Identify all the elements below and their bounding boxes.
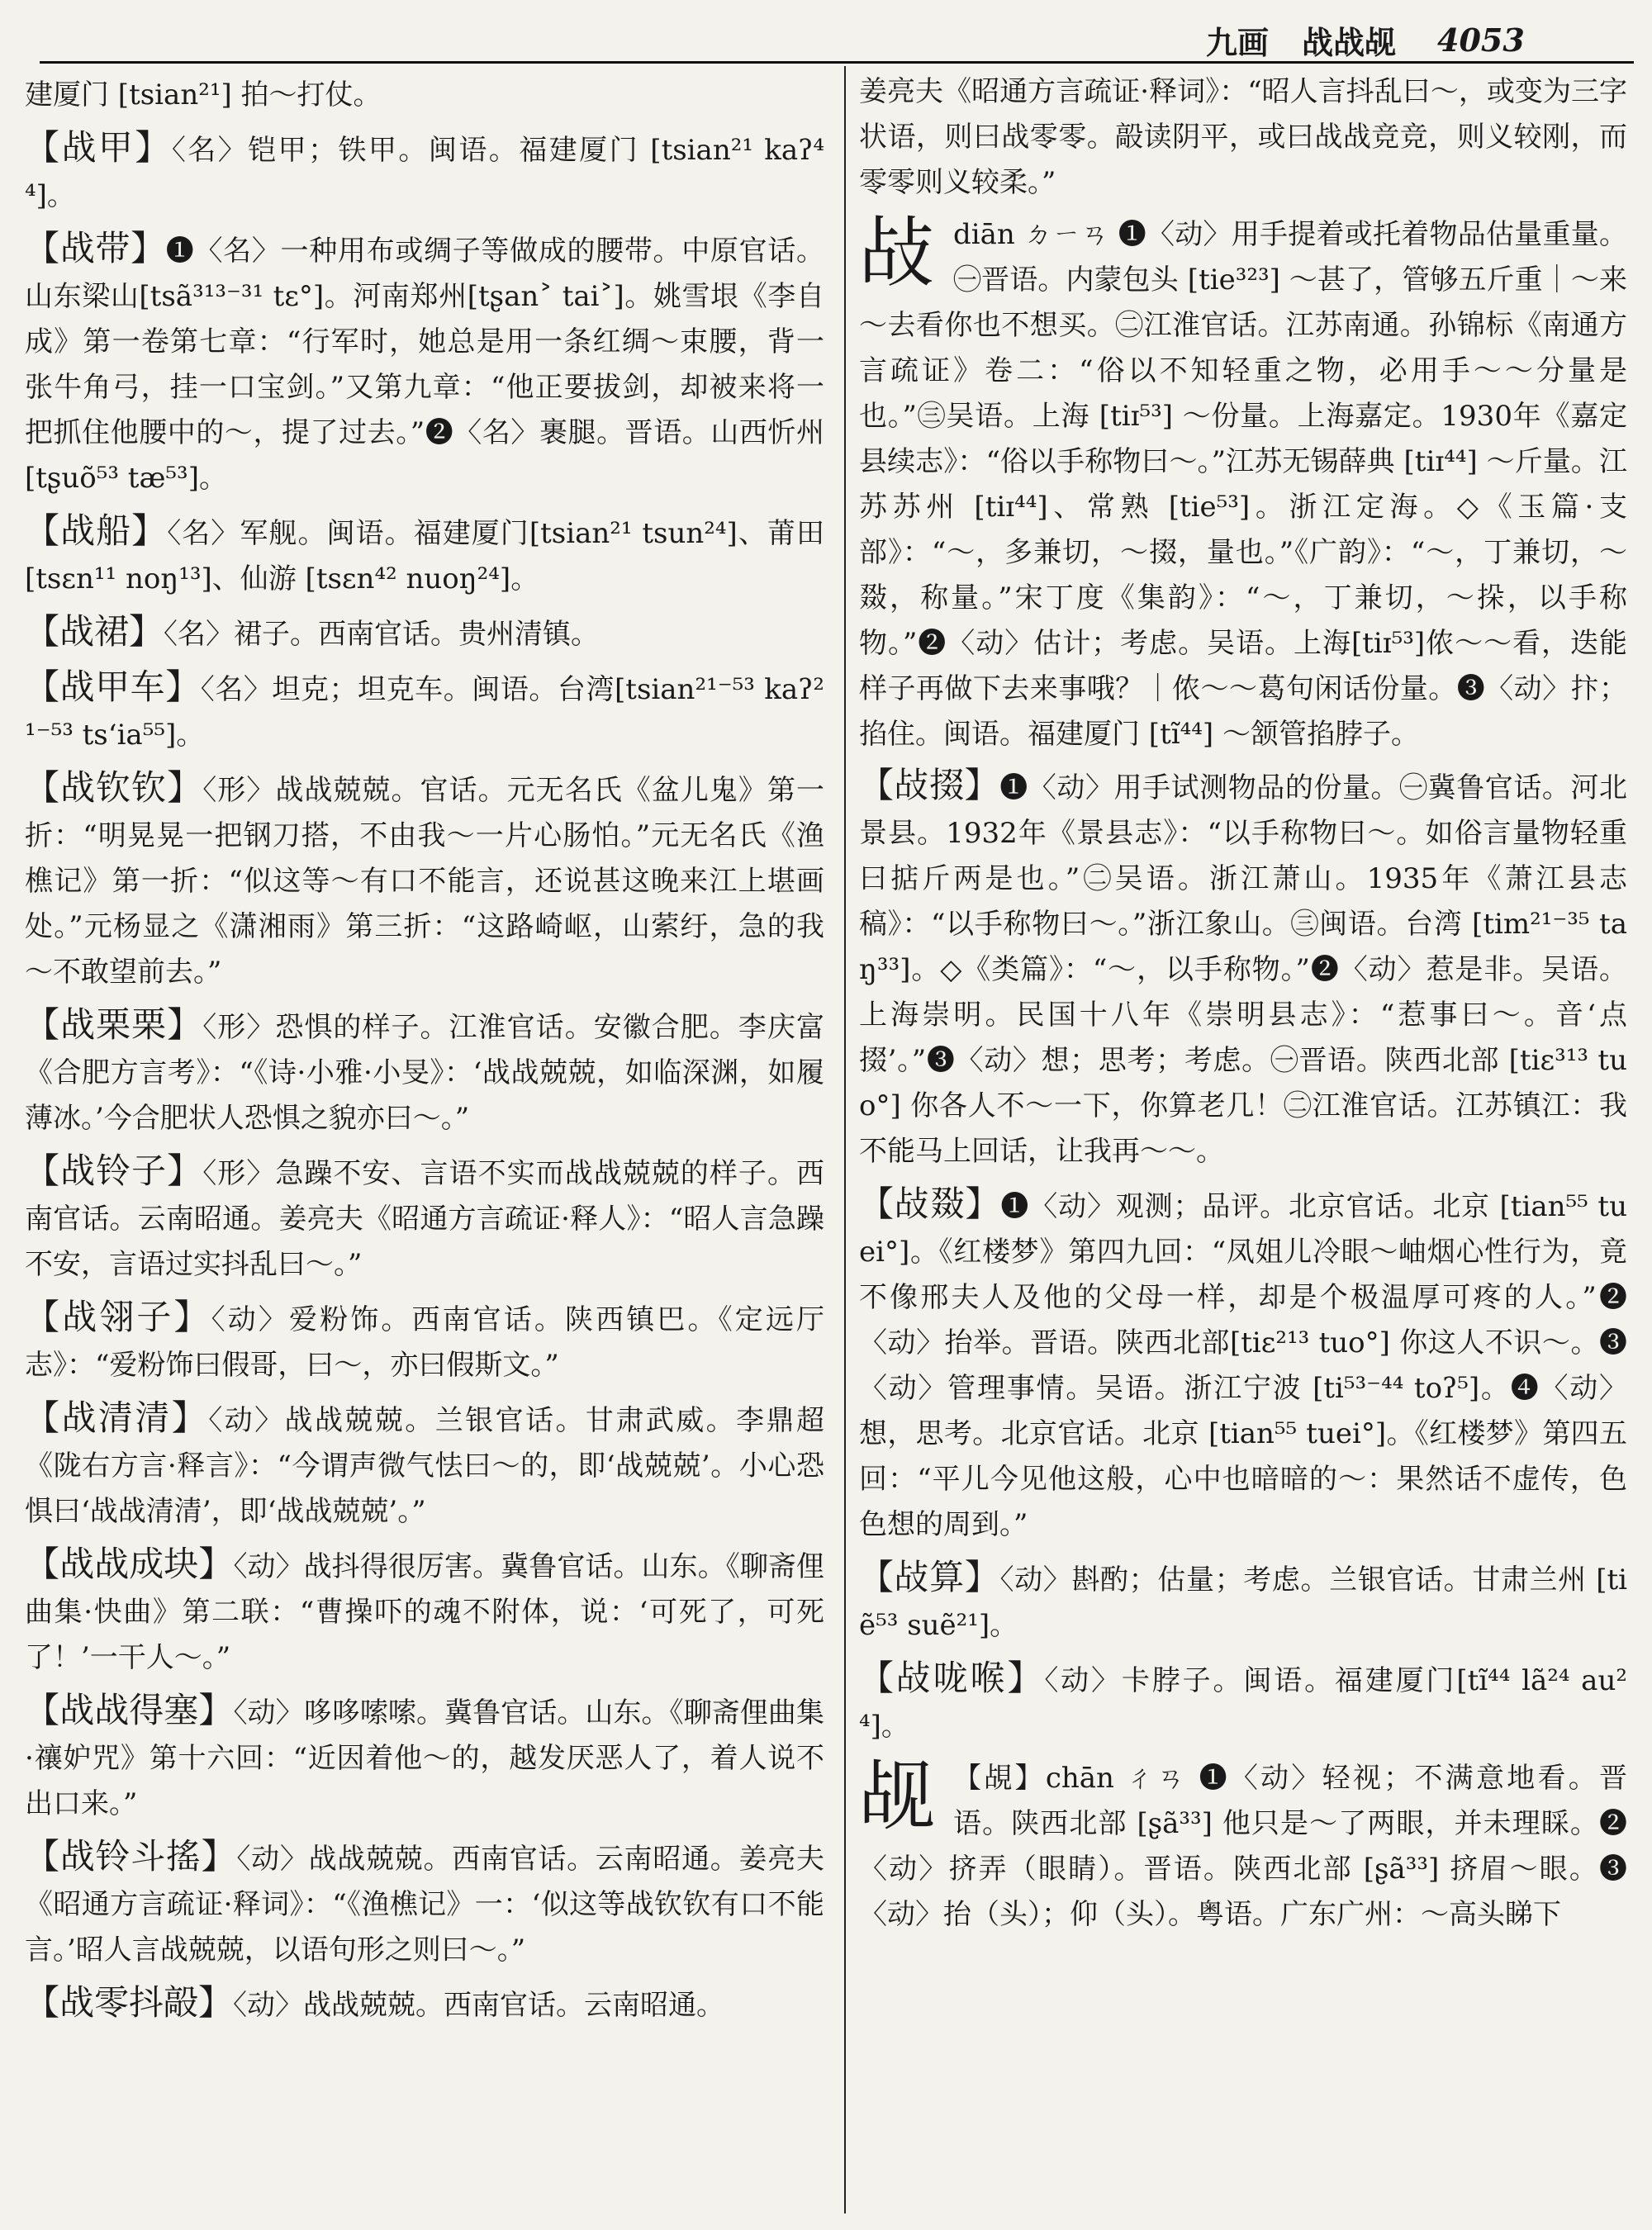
dictionary-entry: 【战甲车】〈名〉坦克；坦克车。闽语。台湾[tsian²¹⁻⁵³ kaʔ²¹⁻⁵³ tsʻia⁵⁵]。 xyxy=(25,667,824,752)
dictionary-entry: 【战甲】〈名〉铠甲；铁甲。闽语。福建厦门 [tsian²¹ kaʔ⁴⁴]。 xyxy=(25,127,824,212)
dictionary-entry: 【战船】〈名〉军舰。闽语。福建厦门[tsian²¹ tsun²⁴]、莆田 [tsɛn¹¹ noŋ¹³]、仙游 [tsɛn⁴² nuoŋ²⁴]。 xyxy=(25,510,824,595)
entry-headword: 【敁咙喉】 xyxy=(859,1658,1045,1698)
entry-headword: 【战零抖毃】 xyxy=(25,1982,234,2023)
dictionary-entry: 【敁算】〈动〉斟酌；估量；考虑。兰银官话。甘肃兰州 [tiẽ⁵³ suẽ²¹]。 xyxy=(859,1557,1627,1642)
entry-headword: 【战船】 xyxy=(25,510,168,551)
character-entry: 觇 【覘】chān ㄔㄢ ❶〈动〉轻视；不满意地看。晋语。陕西北部 [ʂã³³] 他只是～了两眼，并未理睬。❷〈动〉挤弄（眼睛）。晋语。陕西北部 [ʂã³³] 挤眉～眼。❸〈动〉抬（头）；仰（头）。粤语。广东广州：～高头睇下 xyxy=(859,1753,1627,1931)
entry-headword: 【敁算】 xyxy=(859,1557,1000,1597)
dictionary-entry: 【战钦钦】〈形〉战战兢兢。官话。元无名氏《盆儿鬼》第一折：“明晃晃一把钢刀搭，不由我～一片心肠怕。”元无名氏《渔樵记》第一折：“似这等～有口不能言，还说甚这晚来江上堪画处。”元杨显之《潇湘雨》第三折：“这路崎岖，山萦纡，急的我～不敢望前去。” xyxy=(25,767,824,989)
right-column xyxy=(859,69,1627,1943)
dictionary-entry: 【战翎子】〈动〉爱粉饰。西南官话。陕西镇巴。《定远厅志》：“爱粉饰曰假哥，曰～，亦曰假斯文。” xyxy=(25,1297,824,1382)
entry-headword: 【战裙】 xyxy=(25,611,164,652)
dictionary-entry: 【敁咙喉】〈动〉卡脖子。闽语。福建厦门[tĩ⁴⁴ lã²⁴ au²⁴]。 xyxy=(859,1658,1627,1743)
entry-headword: 【战甲车】 xyxy=(25,667,201,707)
dictionary-entry: 【战裙】〈名〉裙子。西南官话。贵州清镇。 xyxy=(25,611,600,652)
entry-headword: 【战甲】 xyxy=(25,127,172,168)
dictionary-entry: 【战铃子】〈形〉急躁不安、言语不实而战战兢兢的样子。西南官话。云南昭通。姜亮夫《昭通方言疏证·释人》：“昭人言急躁不安，言语过实抖乱曰～。” xyxy=(25,1151,824,1281)
head-character: 觇 xyxy=(859,1753,936,1841)
dictionary-entry: 【战带】❶〈名〉一种用布或绸子等做成的腰带。中原官话。山东梁山[tsã³¹³⁻³¹ tɛ°]。河南郑州[tʂan˃ tai˃]。姚雪垠《李自成》第一卷第七章：“行军时，她总是用一条红绸～束腰，背一张牛角弓，挂一口宝剑。”又第九章：“他正要拔剑，却被来将一把抓住他腰中的～，提了过去。”❷〈名〉裹腿。晋语。山西忻州 [tʂuõ⁵³ tæ⁵³]。 xyxy=(25,228,824,495)
page-header xyxy=(1206,15,1635,64)
entry-headword: 【战战得塞】 xyxy=(25,1690,234,1730)
entry-headword: 【战清清】 xyxy=(25,1397,209,1438)
dictionary-entry: 【敁敠】❶〈动〉观测；品评。北京官话。北京 [tian⁵⁵ tuei°]。《红楼梦》第四九回：“凤姐儿冷眼～岫烟心性行为，竟不像邢夫人及他的父母一样，却是个极温厚可疼的人。”❷〈动〉抬举。晋语。陕西北部[tiɛ²¹³ tuo°] 你这人不识～。❸〈动〉管理事情。吴语。浙江宁波 [ti⁵³⁻⁴⁴ toʔ⁵]。❹〈动〉想，思考。北京官话。北京 [tian⁵⁵ tuei°]。《红楼梦》第四五回：“平儿今见他这般，心中也暗暗的～：果然话不虚传，色色想的周到。” xyxy=(859,1184,1627,1541)
entry-headword: 【战铃斗搖】 xyxy=(25,1836,237,1877)
column-divider xyxy=(844,66,846,2213)
entry-headword: 【战战成块】 xyxy=(25,1544,234,1584)
dictionary-entry: 【战栗栗】〈形〉恐惧的样子。江淮官话。安徽合肥。李庆富《合肥方言考》：“《诗·小雅·小旻》：‘战战兢兢，如临深渊，如履薄冰。’今合肥状人恐惧之貌亦曰～。” xyxy=(25,1004,824,1135)
dictionary-entry: 建厦门 [tsian²¹] 拍～打仗。 xyxy=(25,78,382,112)
header-chars: 战战觇 xyxy=(1302,23,1397,61)
entry-headword: 【战翎子】 xyxy=(25,1297,211,1337)
character-entry: 敁diān ㄉㄧㄢ ❶〈动〉用手提着或托着物品估量重量。㊀晋语。内蒙包头 [tie³²³] ～甚了，管够五斤重｜～来～去看你也不想买。㊁江淮官话。江苏南通。孙锦标《南通方言疏证》卷二：“俗以不知轻重之物，必用手～～分量是也。”㊂吴语。上海 [tiɪ⁵³] ～份量。上海嘉定。1930年《嘉定县续志》：“俗以手称物曰～。”江苏无锡薛典 [tiɪ⁴⁴] ～斤量。江苏苏州 [tiɪ⁴⁴]、常熟 [tie⁵³]。浙江定海。◇《玉篇·支部》：“～，多兼切，～掇，量也。”《广韵》：“～，丁兼切，～敠，称量。”宋丁度《集韵》：“～，丁兼切，～挆，以手称物。”❷〈动〉估计；考虑。吴语。上海[tiɪ⁵³]侬～～看，迭能样子再做下去来事哦？｜侬～～葛句闲话份量。❸〈动〉抃；掐住。闽语。福建厦门 [tĩ⁴⁴] ～颔管掐脖子。 xyxy=(859,209,1627,751)
dictionary-entry: 【战战得塞】〈动〉哆哆嗦嗦。冀鲁官话。山东。《聊斋俚曲集·禳妒咒》第十六回：“近因着他～的，越发厌恶人了，着人说不出口来。” xyxy=(25,1690,824,1820)
dictionary-entry: 【敁掇】❶〈动〉用手试测物品的份量。㊀冀鲁官话。河北景县。1932年《景县志》：“以手称物曰～。如俗言量物轻重曰掂斤两是也。”㊁吴语。浙江萧山。1935年《萧江县志稿》：“以手称物曰～。”浙江象山。㊂闽语。台湾 [tim²¹⁻³⁵ taŋ³³]。◇《类篇》：“～，以手称物。”❷〈动〉惹是非。吴语。上海崇明。民国十八年《崇明县志》：“惹事曰～。音‘点掇’。”❸〈动〉想；思考；考虑。㊀晋语。陕西北部 [tiɛ³¹³ tuo°] 你各人不～一下，你算老几！㊁江淮官话。江苏镇江：我不能马上回话，让我再～～。 xyxy=(859,765,1627,1168)
entry-headword: 【战栗栗】 xyxy=(25,1004,203,1045)
dictionary-entry: 【战清清】〈动〉战战兢兢。兰银官话。甘肃武威。李鼎超《陇右方言·释言》：“今谓声微气怯曰～的，即‘战兢兢’。小心恐惧曰‘战战清清’，即‘战战兢兢’。” xyxy=(25,1397,824,1528)
dictionary-entry: 【战战成块】〈动〉战抖得很厉害。冀鲁官话。山东。《聊斋俚曲集·快曲》第二联：“曹操吓的魂不附体，说：‘可死了，可死了！’一干人～。” xyxy=(25,1544,824,1674)
left-column xyxy=(25,69,824,2035)
entry-headword: 【战铃子】 xyxy=(25,1151,203,1191)
dictionary-entry: 姜亮夫《昭通方言疏证·释词》：“昭人言抖乱曰～，或变为三字状语，则曰战零零。毃读阴平，或曰战战竞竞，则义较刚，而零零则义较柔。” xyxy=(859,75,1627,199)
entry-headword: 【战带】 xyxy=(25,228,166,268)
entry-headword: 【覘】 xyxy=(953,1762,1046,1795)
dictionary-entry: 【战铃斗搖】〈动〉战战兢兢。西南官话。云南昭通。姜亮夫《昭通方言疏证·释词》：“《渔樵记》一：‘似这等战钦钦有口不能言。’昭人言战兢兢，以语句形之则曰～。” xyxy=(25,1836,824,1967)
page-number: 4053 xyxy=(1437,21,1525,59)
dictionary-entry: 【战零抖毃】〈动〉战战兢兢。西南官话。云南昭通。 xyxy=(25,1982,725,2023)
entry-headword: 【敁掇】 xyxy=(859,765,1000,805)
entry-headword: 【敁敠】 xyxy=(859,1184,1001,1224)
header-rule xyxy=(40,61,1634,64)
head-character: 敁 xyxy=(859,209,936,297)
entry-headword: 【战钦钦】 xyxy=(25,767,203,808)
section-label: 九画 xyxy=(1206,23,1270,61)
